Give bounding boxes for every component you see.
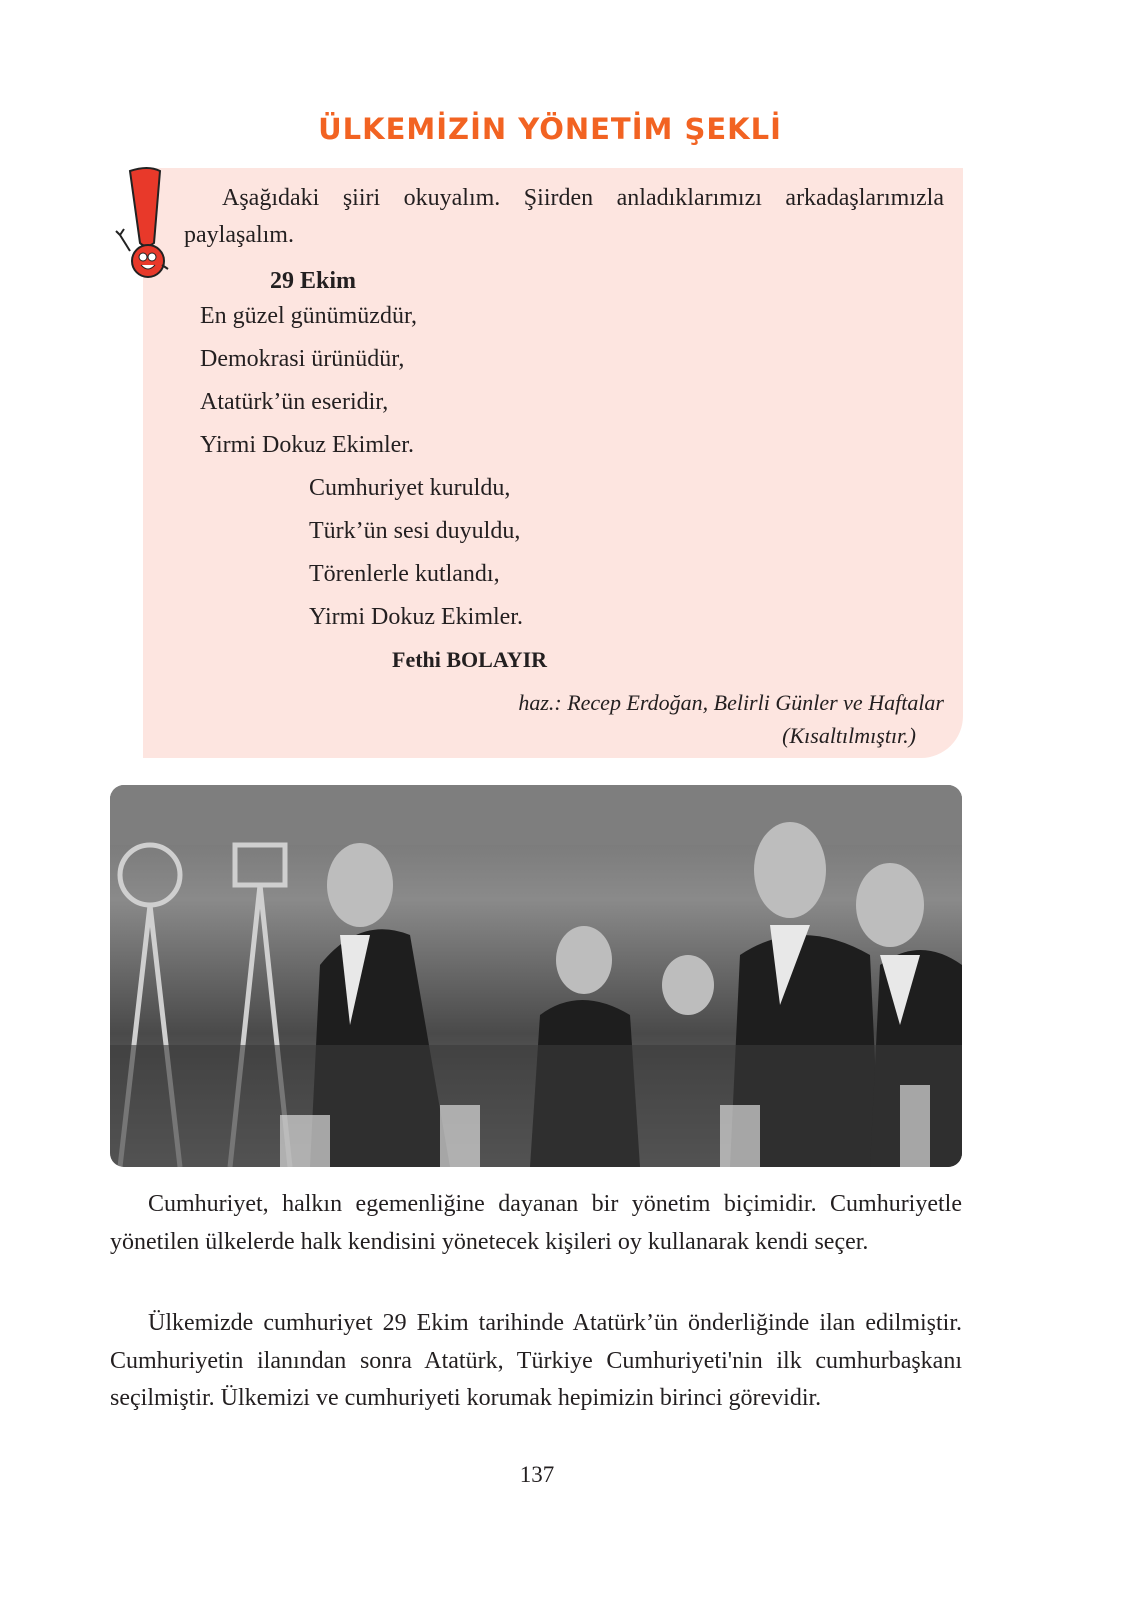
poem-line: Atatürk’ün eseridir, [200,389,389,415]
poem-line: Demokrasi ürünüdür, [200,346,405,372]
exclamation-mascot-icon [112,165,172,280]
poem-line: Yirmi Dokuz Ekimler. [200,432,414,458]
body-paragraph: Cumhuriyet, halkın egemenliğine dayanan bir yönetim biçimidir. Cumhuriyetle yönetilen ülkelerde halk kendisini yönetecek kişileri oy kullanarak kendi seçer. [110,1191,962,1255]
poem-line: Türk’ün sesi duyuldu, [309,518,521,544]
source-note: (Kısaltılmıştır.) [782,723,916,748]
page-number: 137 [519,1462,555,1487]
poem-line: Törenlerle kutlandı, [309,561,500,587]
body-paragraph: Ülkemizde cumhuriyet 29 Ekim tarihinde Atatürk’ün önderliğinde ilan edilmiştir. Cumhuriyetin ilanından sonra Atatürk, Türkiye Cumhuriyeti'nin ilk cumhurbaşkanı seçilmiştir. Ülkemizi ve cumhuriyeti korumak hepimizin birinci görevidir. [110,1310,962,1411]
historical-photo [110,785,962,1167]
intro-text: Aşağıdaki şiiri okuyalım. Şiirden anladıklarımızı arkadaşlarımızla paylaşalım. [184,185,944,248]
poem-source [518,686,944,752]
poem-line: Cumhuriyet kuruldu, [309,475,511,501]
photo-figures [110,785,962,1167]
poem-title: 29 Ekim [270,268,357,294]
poem-line: Yirmi Dokuz Ekimler. [309,604,523,630]
poem-box [143,168,963,758]
page-title: ÜLKEMİZİN YÖNETİM ŞEKLİ [318,112,782,146]
source-citation: haz.: Recep Erdoğan, Belirli Günler ve Haftalar [518,690,944,715]
poem-line: En güzel günümüzdür, [200,303,417,329]
poem-author: Fethi BOLAYIR [392,647,548,672]
